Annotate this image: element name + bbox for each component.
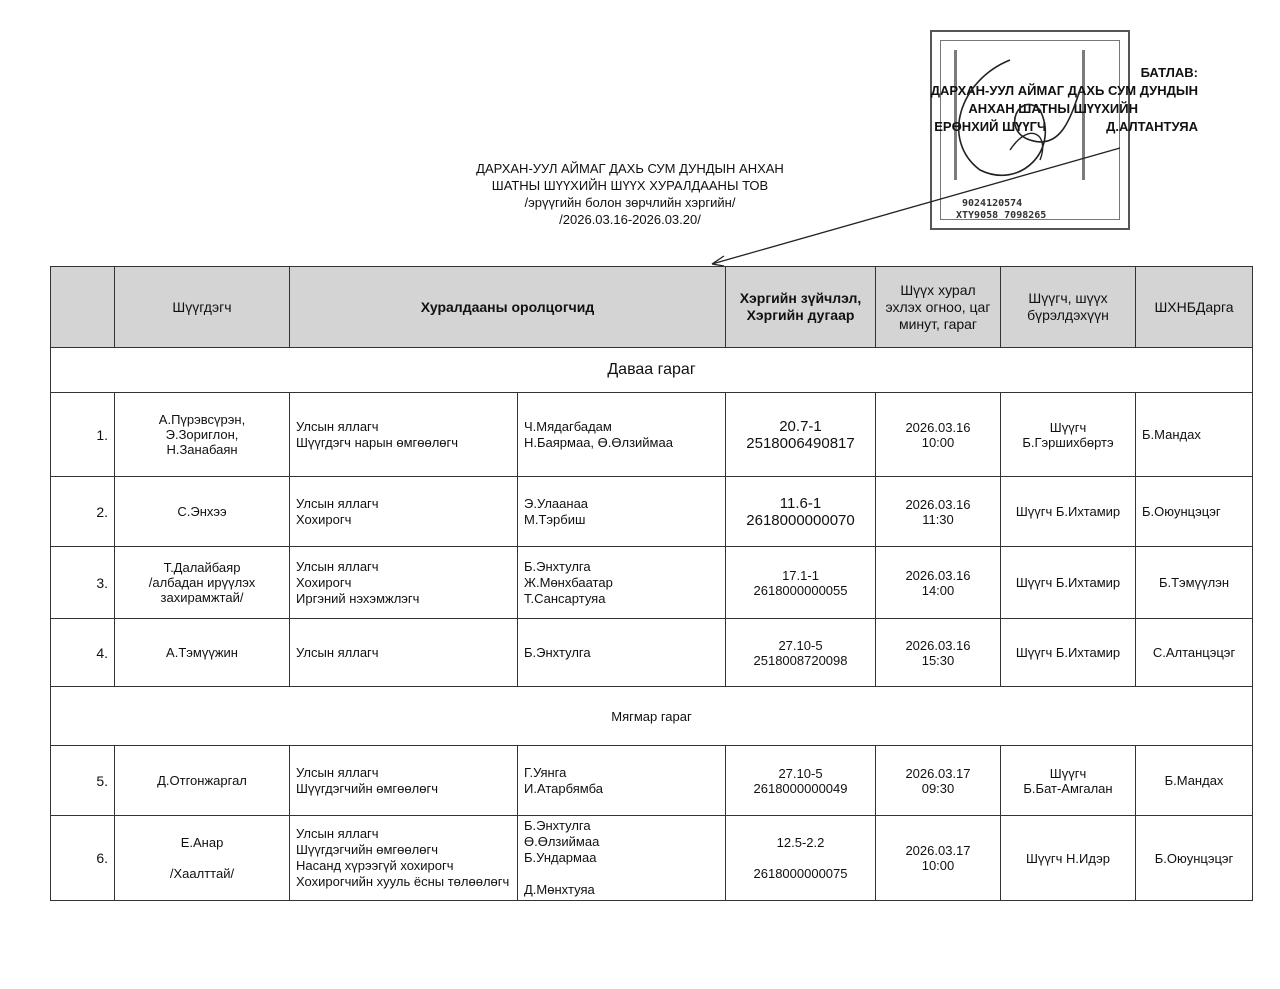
- header-datetime: Шүүх хурал эхлэх огноо, цаг минут, гараг: [876, 267, 1001, 348]
- hearing-time: 10:00: [921, 434, 955, 450]
- defendant-cell: [115, 619, 290, 687]
- stamp-number-1: 9024120574: [962, 198, 1023, 209]
- datetime-cell: [876, 619, 1001, 687]
- defendant-cell: [115, 477, 290, 547]
- day-label: Даваа гараг: [51, 348, 1253, 393]
- secretary-cell: Б.Тэмүүлэн: [1136, 547, 1253, 619]
- approval-label: БАТЛАВ:: [1140, 65, 1198, 80]
- defendant-note: захирамжтай/: [160, 590, 244, 605]
- hearing-date: 2026.03.16: [905, 567, 971, 583]
- day-label: Мягмар гараг: [51, 687, 1253, 746]
- hearing-time: 11:30: [922, 511, 954, 527]
- judge-name: Шүүгч: [1049, 765, 1087, 781]
- row-number: 2.: [51, 477, 115, 547]
- defendant-note: /Хаалттай/: [169, 866, 235, 881]
- table-row: [51, 477, 1253, 547]
- participant-names: [518, 477, 726, 547]
- case-article: 27.10-5: [778, 637, 823, 653]
- judge-name: Б.Бат-Амгалан: [1023, 780, 1113, 796]
- case-number: 2618000000055: [753, 582, 848, 598]
- defendant-cell: [115, 393, 290, 477]
- case-article: 20.7-1: [779, 417, 822, 435]
- table-row: [51, 547, 1253, 619]
- row-number: 3.: [51, 547, 115, 619]
- case-spacer: [732, 850, 869, 866]
- participant-role: Улсын яллагч: [296, 826, 379, 841]
- hearing-date: 2026.03.17: [905, 765, 971, 781]
- hearing-time: 09:30: [921, 780, 955, 796]
- judge-name: Шүүгч Б.Ихтамир: [1015, 504, 1121, 519]
- row-number: 1.: [51, 393, 115, 477]
- approval-name: Д.АЛТАНТУЯА: [1106, 119, 1198, 134]
- secretary-cell: Б.Оюунцэцэг: [1136, 477, 1253, 547]
- case-number: 2518008720098: [753, 652, 848, 668]
- datetime-cell: [876, 547, 1001, 619]
- secretary-cell: Б.Оюунцэцэг: [1136, 816, 1253, 901]
- judge-cell: [1001, 477, 1136, 547]
- participant-names: [518, 746, 726, 816]
- participant-roles: [290, 547, 518, 619]
- participant-spacer: [524, 866, 719, 882]
- datetime-cell: [876, 816, 1001, 901]
- defendant-note: /албадан ирүүлэх: [148, 575, 256, 590]
- defendant-cell: [115, 547, 290, 619]
- title-line-2: ШАТНЫ ШҮҮХИЙН ШҮҮХ ХУРАЛДААНЫ ТОВ: [491, 178, 769, 193]
- judge-cell: [1001, 547, 1136, 619]
- day-row-monday: [51, 348, 1253, 393]
- case-number: 2618000000070: [746, 511, 855, 529]
- participant-name: Б.Энхтулга: [524, 644, 591, 660]
- participant-name: И.Атарбямба: [524, 780, 603, 796]
- participant-roles: [290, 619, 518, 687]
- participant-roles: [290, 393, 518, 477]
- participant-name: Г.Уянга: [524, 764, 567, 780]
- participant-name: Ж.Мөнхбаатар: [524, 574, 613, 590]
- participant-names: [518, 816, 726, 901]
- case-cell: [726, 393, 876, 477]
- participant-role: Улсын яллагч: [296, 418, 379, 434]
- participant-role: Шүүгдэгч нарын өмгөөлөгч: [296, 434, 459, 450]
- table-row: [51, 746, 1253, 816]
- hearing-time: 10:00: [921, 858, 955, 873]
- table-row: [51, 619, 1253, 687]
- table-header-row: [51, 267, 1253, 348]
- header-secretary: ШХНБДарга: [1136, 267, 1253, 348]
- judge-name: Шүүгч Н.Идэр: [1026, 850, 1110, 866]
- participant-role: Улсын яллагч: [296, 764, 379, 780]
- datetime-cell: [876, 477, 1001, 547]
- title-line-4: /2026.03.16-2026.03.20/: [559, 212, 701, 227]
- participant-name: Б.Энхтулга: [524, 818, 591, 833]
- row-number: 6.: [51, 816, 115, 901]
- case-number: 2618000000075: [753, 866, 848, 881]
- participant-name: Н.Баярмаа, Ө.Өлзиймаа: [524, 434, 673, 450]
- participant-name: Ч.Мядагбадам: [524, 418, 612, 434]
- header-defendant: Шүүгдэгч: [115, 267, 290, 348]
- judge-name: Шүүгч Б.Ихтамир: [1015, 645, 1121, 660]
- datetime-cell: [876, 746, 1001, 816]
- judge-name: Шүүгч Б.Ихтамир: [1015, 575, 1121, 590]
- judge-cell: [1001, 816, 1136, 901]
- participant-role: Шүүгдэгчийн өмгөөлөгч: [296, 780, 438, 796]
- case-cell: [726, 547, 876, 619]
- header-judge: Шүүгч, шүүх бүрэлдэхүүн: [1001, 267, 1136, 348]
- title-line-3: /эрүүгийн болон зөрчлийн хэргийн/: [524, 195, 736, 210]
- row-number: 5.: [51, 746, 115, 816]
- participant-name: Э.Улаанаа: [524, 495, 589, 511]
- signature-icon: [959, 60, 1080, 175]
- defendant-name: А.Тэмүүжин: [166, 645, 238, 660]
- participant-names: [518, 393, 726, 477]
- participant-role: Улсын яллагч: [296, 644, 379, 660]
- case-number: 2518006490817: [746, 434, 855, 452]
- case-article: 27.10-5: [778, 765, 823, 781]
- participant-role: Улсын яллагч: [296, 558, 379, 574]
- defendant-name: А.Пүрэвсүрэн,: [158, 412, 246, 427]
- participant-role: Хохирогч: [296, 511, 352, 527]
- participant-role: Хохирогчийн хууль ёсны төлөөлөгч: [296, 874, 510, 889]
- defendant-name: Н.Занабаян: [166, 442, 238, 457]
- stamp-number-2: ХТҮ9058 7098265: [956, 210, 1047, 221]
- case-cell: [726, 816, 876, 901]
- case-cell: [726, 746, 876, 816]
- participant-roles: [290, 477, 518, 547]
- defendant-cell: [115, 816, 290, 901]
- header-participants: Хуралдааны оролцогчид: [290, 267, 726, 348]
- judge-name: Шүүгч: [1049, 419, 1087, 435]
- case-article: 17.1-1: [782, 567, 819, 583]
- judge-cell: [1001, 619, 1136, 687]
- judge-cell: [1001, 393, 1136, 477]
- secretary-cell: Б.Мандах: [1136, 393, 1253, 477]
- defendant-name: Т.Далайбаяр: [163, 560, 241, 575]
- defendant-name: Е.Анар: [180, 835, 224, 850]
- header-case: Хэргийн зүйчлэл, Хэргийн дугаар: [726, 267, 876, 348]
- title-line-1: ДАРХАН-УУЛ АЙМАГ ДАХЬ СУМ ДУНДЫН АНХАН: [476, 161, 784, 176]
- participant-roles: [290, 816, 518, 901]
- participant-role: Хохирогч: [296, 574, 352, 590]
- hearing-time: 15:30: [921, 652, 955, 668]
- hearing-date: 2026.03.16: [905, 419, 971, 435]
- defendant-name: Д.Отгонжаргал: [157, 773, 247, 788]
- participant-role: Шүүгдэгчийн өмгөөлөгч: [296, 842, 438, 857]
- participant-names: [518, 619, 726, 687]
- participant-names: [518, 547, 726, 619]
- hearing-date: 2026.03.16: [905, 496, 971, 512]
- table-row: [51, 393, 1253, 477]
- defendant-name: Э.Зориглон,: [165, 427, 239, 442]
- case-cell: [726, 477, 876, 547]
- secretary-cell: С.Алтанцэцэг: [1136, 619, 1253, 687]
- defendant-cell: [115, 746, 290, 816]
- row-number: 4.: [51, 619, 115, 687]
- participant-roles: [290, 746, 518, 816]
- participant-name: Д.Мөнхтуяа: [524, 882, 595, 897]
- datetime-cell: [876, 393, 1001, 477]
- hearing-date: 2026.03.17: [905, 843, 971, 858]
- hearing-time: 14:00: [921, 582, 955, 598]
- secretary-cell: Б.Мандах: [1136, 746, 1253, 816]
- participant-name: М.Тэрбиш: [524, 511, 586, 527]
- hearing-date: 2026.03.16: [905, 637, 971, 653]
- day-row-tuesday: [51, 687, 1253, 746]
- defendant-spacer: [121, 850, 283, 866]
- judge-name: Б.Гэршихбөртэ: [1022, 434, 1114, 450]
- approval-role: ЕРӨНХИЙ ШҮҮГЧ: [934, 119, 1047, 134]
- approval-court-line1: ДАРХАН-УУЛ АЙМАГ ДАХЬ СУМ ДУНДЫН: [930, 83, 1198, 98]
- table-row: [51, 816, 1253, 901]
- document-title: [440, 160, 820, 228]
- participant-name: Т.Сансартуяа: [524, 590, 606, 606]
- case-cell: [726, 619, 876, 687]
- case-article: 11.6-1: [779, 494, 822, 512]
- case-article: 12.5-2.2: [776, 835, 825, 850]
- participant-role: Улсын яллагч: [296, 495, 379, 511]
- hearing-schedule-table: [50, 266, 1253, 901]
- defendant-name: С.Энхээ: [177, 504, 227, 519]
- participant-name: Ө.Өлзиймаа: [524, 834, 600, 849]
- judge-cell: [1001, 746, 1136, 816]
- participant-role: Иргэний нэхэмжлэгч: [296, 590, 420, 606]
- participant-name: Б.Энхтулга: [524, 558, 591, 574]
- participant-role: Насанд хүрээгүй хохирогч: [296, 858, 454, 873]
- case-number: 2618000000049: [753, 780, 848, 796]
- header-number: [51, 267, 115, 348]
- participant-name: Б.Ундармаа: [524, 850, 597, 865]
- approval-court-line2: АНХАН ШАТНЫ ШҮҮХИЙН: [968, 101, 1138, 116]
